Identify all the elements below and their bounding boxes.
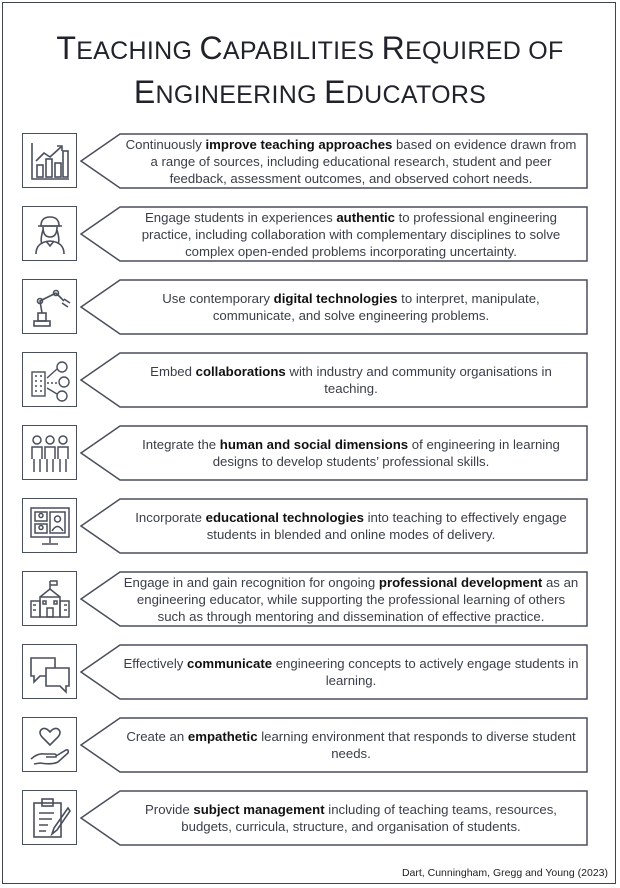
page-title-line-1: TEACHING CAPABILITIES REQUIRED OF [56,30,564,66]
speech-bubbles-icon [22,644,77,699]
bar-chart-icon [22,133,77,188]
capability-arrow [80,279,588,335]
engineer-icon [22,206,77,261]
capability-text: Incorporate educational technologies into teaching to effectively engage students in blended and online modes of delivery. [135,510,567,542]
page-title-line-2: ENGINEERING EDUCATORS [133,74,487,110]
capability-row [22,352,588,408]
capability-row [22,425,588,481]
collaboration-icon [22,352,77,407]
capability-row [22,790,588,846]
robot-arm-icon [22,279,77,334]
capability-arrow [80,206,588,262]
clipboard-icon [22,790,77,845]
capability-text: Provide subject management including of teaching teams, resources, budgets, curricula, structure, and organisation of students. [145,802,557,834]
capability-text: Integrate the human and social dimensions of engineering in learning designs to develop students’ professional skills. [142,437,560,469]
capability-row [22,498,588,554]
heart-hand-icon [22,717,77,772]
capability-arrow [80,644,588,700]
capability-text: Engage students in experiences authentic to professional engineering practice, including collaboration with complementary disciplines to solve complex open-ended problems incorporating uncertainty. [141,209,561,259]
source-credit: Dart, Cunningham, Gregg and Young (2023) [401,867,608,879]
capability-arrow [80,352,588,408]
capability-row [22,206,588,262]
capability-arrow [80,133,588,189]
capability-row [22,717,588,773]
capability-text: Use contemporary digital technologies to interpret, manipulate, communicate, and solve engineering problems. [162,291,540,323]
capability-text: Continuously improve teaching approaches based on evidence drawn from a range of sources, including educational research, student and peer feedback, assessment outcomes, and observed cohort needs. [125,136,577,186]
capability-row [22,133,588,189]
capability-arrow [80,498,588,554]
capability-arrow [80,571,588,627]
capability-text: Create an empathetic learning environment that responds to diverse student needs. [126,729,576,761]
people-icon [22,425,77,480]
capability-text: Embed collaborations with industry and community organisations in teaching. [150,364,552,396]
capability-row [22,279,588,335]
capability-row [22,644,588,700]
capability-text: Effectively communicate engineering concepts to actively engage students in learning. [123,656,579,688]
school-building-icon [22,571,77,626]
capability-text: Engage in and gain recognition for ongoing professional development as an engineering educator, while supporting the professional learning of others such as through mentoring and dissemination of effective practice. [123,574,579,624]
capability-row [22,571,588,627]
capability-arrow [80,425,588,481]
capability-arrow [80,790,588,846]
video-conference-icon [22,498,77,553]
capability-arrow [80,717,588,773]
